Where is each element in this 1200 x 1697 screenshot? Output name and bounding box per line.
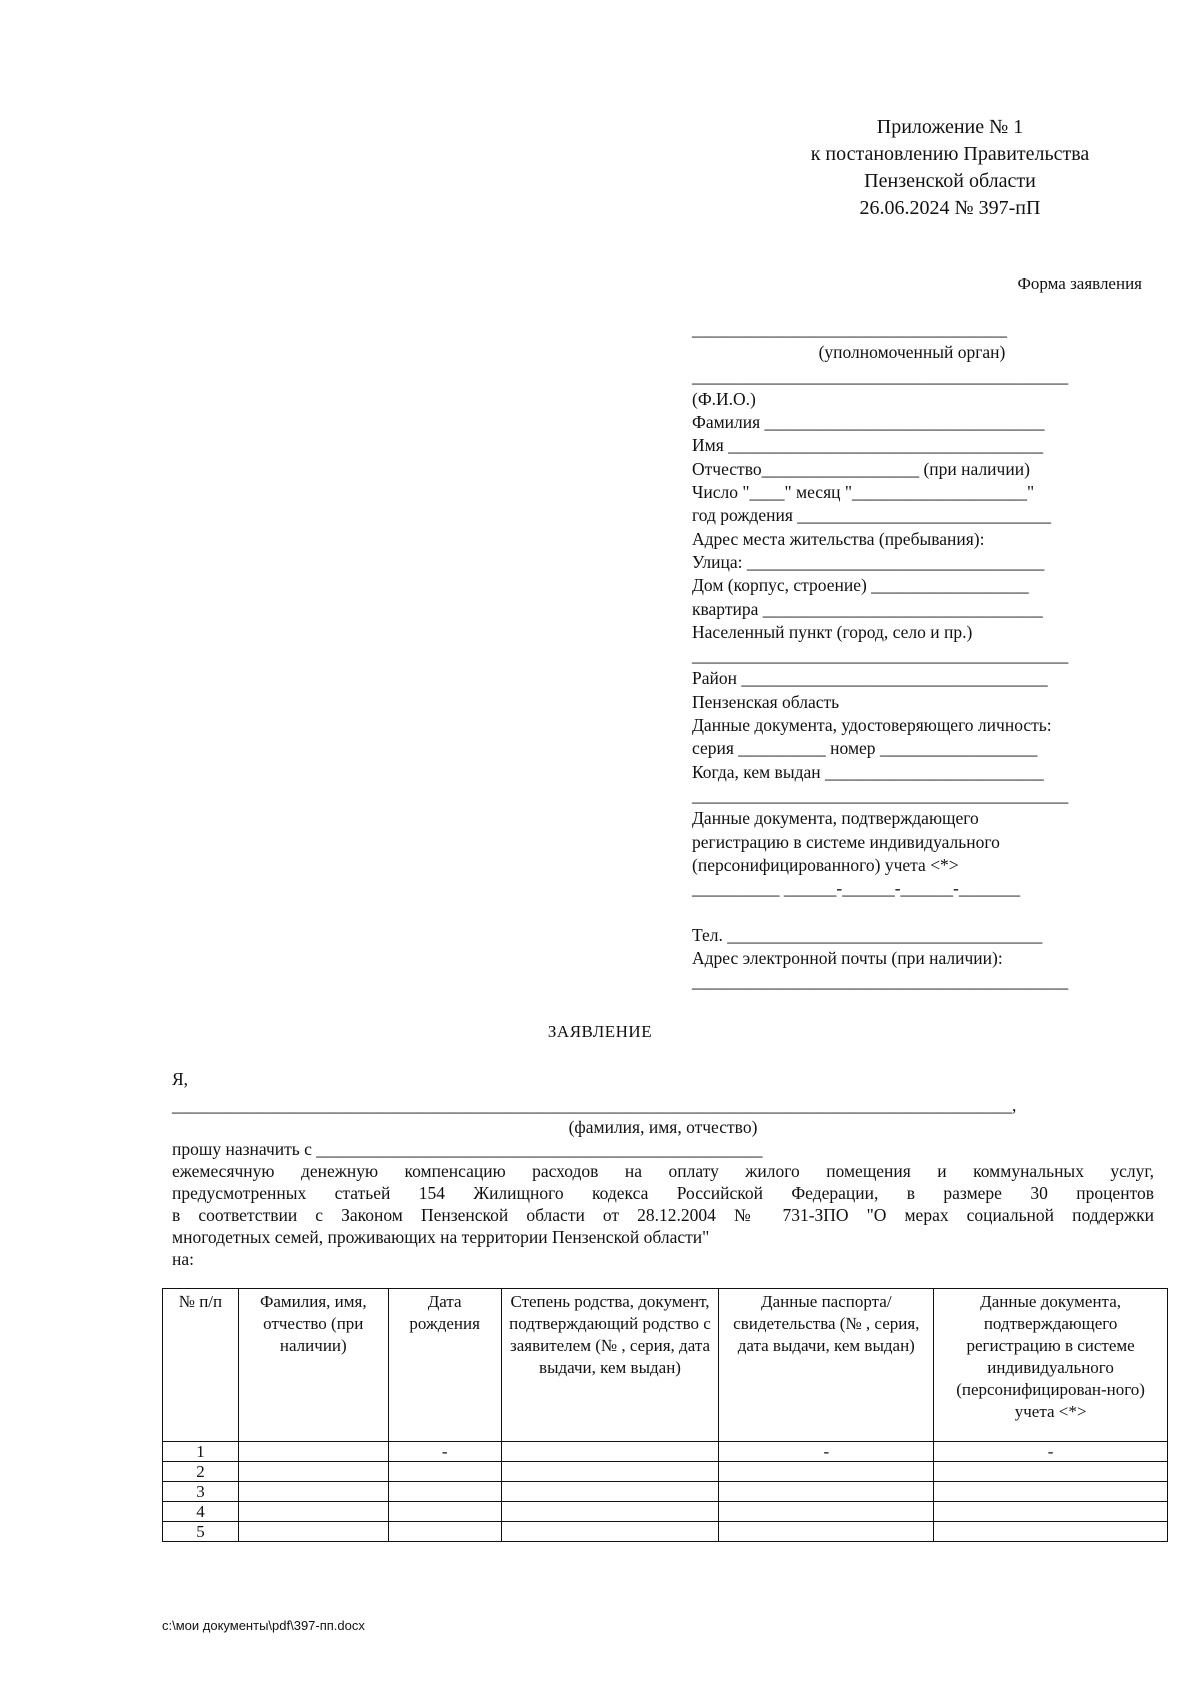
region-label: Пензенская область: [692, 691, 840, 712]
email-field[interactable]: ___________________________________________: [692, 971, 1069, 992]
fio-label: (Ф.И.О.): [692, 388, 756, 409]
id-series-number-field[interactable]: серия __________ номер __________________: [692, 738, 1038, 759]
paragraph-line: многодетных семей, проживающих на территории Пензенской области": [172, 1227, 710, 1247]
table-cell[interactable]: [719, 1522, 934, 1542]
table-cell[interactable]: [934, 1522, 1168, 1542]
header-birth-date: Дата рождения: [388, 1289, 501, 1442]
street-field[interactable]: Улица: __________________________________: [692, 551, 1045, 572]
table-cell[interactable]: [501, 1442, 719, 1462]
footer-file-path: c:\мои документы\pdf\397-пп.docx: [162, 1618, 365, 1633]
district-field[interactable]: Район ___________________________________: [692, 668, 1048, 689]
table-cell[interactable]: -: [719, 1442, 934, 1462]
authority-caption: (уполномоченный орган): [818, 342, 1006, 363]
table-row: [163, 1522, 1168, 1542]
authority-blank[interactable]: ____________________________________: [692, 319, 1007, 339]
table-cell[interactable]: [501, 1522, 719, 1542]
paragraph-line: предусмотренных статьей 154 Жилищного кодекса Российской Федерации, в размере 30 процентов: [172, 1183, 1154, 1203]
id-doc-label: Данные документа, удостоверяющего личность:: [692, 715, 1052, 736]
header-number: № п/п: [163, 1289, 239, 1442]
table-row: [163, 1482, 1168, 1502]
snils-label-2: регистрацию в системе индивидуального: [692, 831, 1000, 852]
statement-on: на:: [172, 1249, 194, 1269]
applicant-name-blank[interactable]: ________________________________________________________________________________________________,: [172, 1095, 1017, 1115]
paragraph-line: ежемесячную денежную компенсацию расходов на оплату жилого помещения и коммунальных услуг,: [172, 1161, 1154, 1181]
table-cell[interactable]: [934, 1482, 1168, 1502]
snils-field[interactable]: __________ ______-______-______-_______: [692, 878, 1021, 899]
id-issued-field[interactable]: Когда, кем выдан _________________________: [692, 761, 1044, 782]
family-members-table: [162, 1288, 1168, 1542]
table-cell[interactable]: [501, 1482, 719, 1502]
table-cell[interactable]: [238, 1482, 388, 1502]
header-kinship: Степень родства, документ, подтверждающий родство с заявителем (№ , серия, дата выдачи, кем выдан): [501, 1289, 719, 1442]
table-cell[interactable]: [238, 1522, 388, 1542]
request-from-field[interactable]: прошу назначить с ___________________________________________________: [172, 1139, 763, 1159]
birth-date-field[interactable]: Число "____" месяц "____________________": [692, 482, 1035, 503]
table-cell[interactable]: -: [388, 1442, 501, 1462]
table-cell[interactable]: [719, 1482, 934, 1502]
snils-label-3: (персонифицированного) учета <*>: [692, 854, 959, 875]
id-issued-blank[interactable]: ___________________________________________: [692, 784, 1069, 805]
house-field[interactable]: Дом (корпус, строение) __________________: [692, 575, 1029, 596]
form-label: Форма заявления: [1017, 274, 1142, 293]
fio-blank[interactable]: ___________________________________________: [692, 365, 1069, 386]
locality-field[interactable]: ___________________________________________: [692, 645, 1069, 666]
table-cell[interactable]: [934, 1462, 1168, 1482]
table-cell[interactable]: [388, 1502, 501, 1522]
name-field[interactable]: Имя ____________________________________: [692, 435, 1044, 456]
table-cell[interactable]: [934, 1502, 1168, 1522]
appendix-header: [740, 114, 1160, 222]
email-label: Адрес электронной почты (при наличии):: [692, 948, 1003, 969]
table-cell[interactable]: -: [934, 1442, 1168, 1462]
appendix-resolution: к постановлению Правительства: [810, 143, 1090, 165]
statement-body: [172, 1068, 1154, 1270]
appendix-date-number: 26.06.2024 № 397-пП: [859, 197, 1041, 219]
table-cell[interactable]: [238, 1462, 388, 1482]
table-cell: 1: [163, 1442, 239, 1462]
statement-i: Я,: [172, 1069, 189, 1089]
table-row: [163, 1502, 1168, 1522]
table-cell[interactable]: [238, 1502, 388, 1522]
phone-field[interactable]: Тел. ____________________________________: [692, 924, 1043, 945]
table-row: [163, 1442, 1168, 1462]
locality-label: Населенный пункт (город, село и пр.): [692, 621, 973, 642]
table-cell[interactable]: [719, 1462, 934, 1482]
spacer: [692, 900, 1132, 923]
table-cell[interactable]: [501, 1462, 719, 1482]
address-label: Адрес места жительства (пребывания):: [692, 528, 985, 549]
table-cell[interactable]: [719, 1502, 934, 1522]
table-cell[interactable]: [388, 1522, 501, 1542]
table-header-row: [163, 1289, 1168, 1442]
paragraph-line: в соответствии с Законом Пензенской области от 28.12.2004 № 731-ЗПО "О мерах социальной поддержки: [172, 1205, 1154, 1225]
header-fullname: Фамилия, имя, отчество (при наличии): [238, 1289, 388, 1442]
apartment-field[interactable]: квартира ________________________________: [692, 598, 1043, 619]
table-cell: 3: [163, 1482, 239, 1502]
snils-label-1: Данные документа, подтверждающего: [692, 808, 979, 829]
table-cell[interactable]: [238, 1442, 388, 1462]
appendix-number: Приложение № 1: [876, 116, 1024, 138]
table-cell: 4: [163, 1502, 239, 1522]
table-cell[interactable]: [388, 1462, 501, 1482]
patronymic-field[interactable]: Отчество__________________ (при наличии): [692, 458, 1030, 479]
table-cell: 5: [163, 1522, 239, 1542]
table-cell[interactable]: [501, 1502, 719, 1522]
header-registration-doc: Данные документа, подтверждающего регистрацию в системе индивидуального (персонифицирован-ного) учета <*>: [934, 1289, 1168, 1442]
table-cell[interactable]: [388, 1482, 501, 1502]
table-cell: 2: [163, 1462, 239, 1482]
appendix-region: Пензенской области: [864, 170, 1036, 192]
applicant-block: [692, 318, 1132, 994]
applicant-name-caption: (фамилия, имя, отчество): [568, 1117, 758, 1137]
surname-field[interactable]: Фамилия ________________________________: [692, 412, 1045, 433]
table-row: [163, 1462, 1168, 1482]
header-passport: Данные паспорта/ свидетельства (№ , серия, дата выдачи, кем выдан): [719, 1289, 934, 1442]
statement-title: ЗАЯВЛЕНИЕ: [547, 1022, 653, 1041]
birth-year-field[interactable]: год рождения _____________________________: [692, 505, 1051, 526]
